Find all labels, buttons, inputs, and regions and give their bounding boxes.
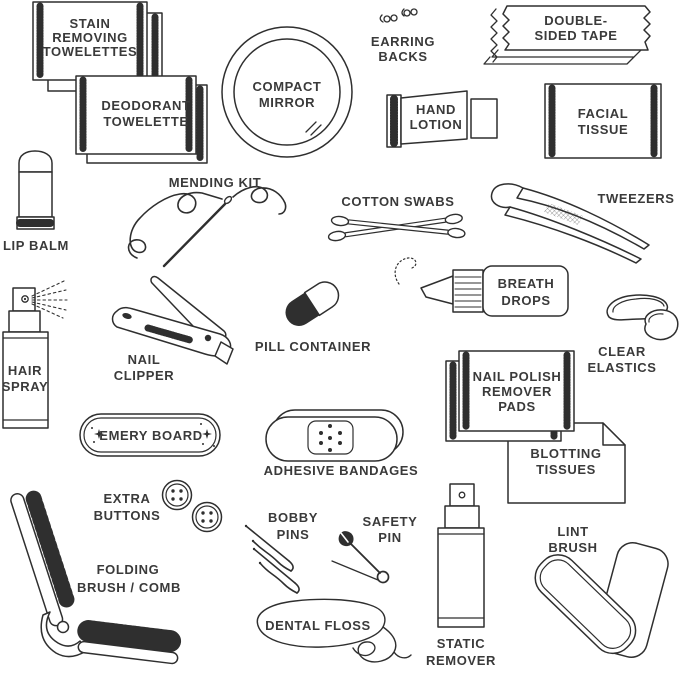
hand-lotion-label-line2: LOTION <box>409 117 463 132</box>
extra-buttons-label-line2: BUTTONS <box>93 508 161 523</box>
earring-back-icon <box>380 9 417 22</box>
emery-board-illustration <box>80 414 220 456</box>
hand-lotion-label-line1: HAND <box>416 102 456 117</box>
nail-clipper-illustration <box>113 277 234 383</box>
needle-icon <box>164 204 225 266</box>
facial-tissue-label-line2: TISSUE <box>577 122 629 137</box>
compact-mirror-illustration <box>222 27 352 157</box>
safety-pin-label-line1: SAFETY <box>362 514 418 529</box>
bobby-pins-label-line1: BOBBY <box>268 510 318 525</box>
nail-clipper-label-line1: NAIL <box>127 352 161 367</box>
thread-left <box>129 193 222 258</box>
safety-pin-bar <box>350 543 380 573</box>
pump-collar <box>445 506 479 528</box>
nail-polish-remover-pads-illustration <box>446 351 574 441</box>
lip-balm-cap <box>19 151 52 172</box>
earring-backs-illustration <box>371 9 435 64</box>
stain-removing-towelettes-label-line2: REMOVING <box>52 30 128 45</box>
compact-mirror-label-line1: COMPACT <box>252 79 322 94</box>
clipper-pivot <box>205 335 211 341</box>
tissue-packet <box>545 84 661 158</box>
folding-brush-comb-label-line2: BRUSH / COMB <box>77 580 181 595</box>
tweezers-illustration <box>491 184 674 263</box>
safety-pin-label-line2: PIN <box>378 530 402 545</box>
deodorant-towelette-label-line1: DEODORANT <box>101 98 191 113</box>
cotton-swabs-label: COTTON SWABS <box>341 194 455 209</box>
static-remover-label-line2: REMOVER <box>426 653 496 668</box>
pill-container-illustration <box>255 277 371 354</box>
deodorant-towelette-illustration <box>76 76 207 163</box>
pill-container-label: PILL CONTAINER <box>254 339 372 354</box>
hand-lotion-illustration <box>387 91 497 147</box>
lip-balm-illustration <box>3 151 69 253</box>
double-sided-tape-label-line1: DOUBLE- <box>544 13 608 28</box>
needle-eye <box>223 195 232 204</box>
lint-brush-label-line2: BRUSH <box>548 540 598 555</box>
static-remover-label-line1: STATIC <box>436 636 486 651</box>
mending-kit-illustration <box>129 175 286 266</box>
lint-brush-label-line1: LINT <box>557 524 589 539</box>
facial-tissue-illustration <box>545 84 661 158</box>
nail-polish-remover-pads-label-line1: NAIL POLISH <box>472 369 562 384</box>
extra-buttons-label-line1: EXTRA <box>103 491 151 506</box>
pump-top <box>450 484 474 506</box>
bobby-pins-label-line2: PINS <box>276 527 310 542</box>
breath-drops-label-line2: DROPS <box>501 293 551 308</box>
lotion-cap <box>471 99 497 138</box>
deodorant-towelette-label-line2: TOWELETTE <box>103 114 189 129</box>
emery-board-label: EMERY BOARD <box>99 428 203 443</box>
dropper-nozzle <box>421 276 453 304</box>
nail-polish-remover-pads-label-line3: PADS <box>498 399 536 414</box>
comb-teeth <box>88 631 171 641</box>
spray-pump-neck <box>9 311 40 332</box>
static-remover-illustration <box>426 484 496 668</box>
blotting-tissues-label-line1: BLOTTING <box>530 446 602 461</box>
double-sided-tape-illustration <box>484 6 650 64</box>
spray-nozzle <box>13 288 35 311</box>
nail-polish-remover-pads-label-line2: REMOVER <box>482 384 552 399</box>
thread-right <box>233 187 286 214</box>
clear-elastics-label-line2: ELASTICS <box>587 360 657 375</box>
hair-spray-illustration <box>2 281 67 428</box>
blotting-tissues-label-line2: TISSUES <box>536 462 596 477</box>
clear-elastics-illustration <box>587 295 677 375</box>
double-sided-tape-label-line2: SIDED TAPE <box>534 28 618 43</box>
lint-brush-illustration <box>527 524 672 662</box>
nail-clipper-label-line2: CLIPPER <box>113 368 175 383</box>
earring-backs-label-line2: BACKS <box>378 49 428 64</box>
hinge-pin <box>58 622 69 633</box>
lip-balm-label: LIP BALM <box>3 238 69 253</box>
drop-mist-icon <box>395 258 416 284</box>
safety-pin-coil <box>378 572 389 583</box>
dropper-bottle-body <box>483 266 568 316</box>
adhesive-bandages-illustration <box>264 410 419 478</box>
tweezers-label: TWEEZERS <box>597 191 675 206</box>
folding-brush-comb-label-line1: FOLDING <box>96 562 160 577</box>
hair-spray-label-line2: SPRAY <box>1 379 49 394</box>
mending-kit-label: MENDING KIT <box>168 175 262 190</box>
earring-backs-label-line1: EARRING <box>370 34 436 49</box>
static-bottle-body <box>438 528 484 627</box>
extra-buttons-illustration <box>94 481 222 532</box>
safety-pin-illustration <box>332 514 417 583</box>
button-icon <box>193 503 222 532</box>
bobby-pins-illustration <box>245 510 318 593</box>
folded-corner <box>603 423 625 445</box>
stain-removing-towelettes-label-line3: TOWELETTES <box>42 44 138 59</box>
facial-tissue-label-line1: FACIAL <box>577 106 629 121</box>
adhesive-bandages-label: ADHESIVE BANDAGES <box>263 463 419 478</box>
breath-drops-illustration <box>395 258 568 316</box>
dental-floss-illustration <box>257 599 411 661</box>
breath-drops-label-line1: BREATH <box>497 276 555 291</box>
lip-balm-body <box>19 172 52 217</box>
hair-spray-label-line1: HAIR <box>7 363 43 378</box>
dental-floss-label: DENTAL FLOSS <box>265 618 371 633</box>
cotton-swabs-illustration <box>328 194 465 242</box>
button-icon <box>163 481 192 510</box>
compact-mirror-label-line2: MIRROR <box>258 95 316 110</box>
clear-elastics-label-line1: CLEAR <box>598 344 646 359</box>
stain-removing-towelettes-label-line1: STAIN <box>69 16 111 31</box>
dropper-cap <box>453 270 483 312</box>
